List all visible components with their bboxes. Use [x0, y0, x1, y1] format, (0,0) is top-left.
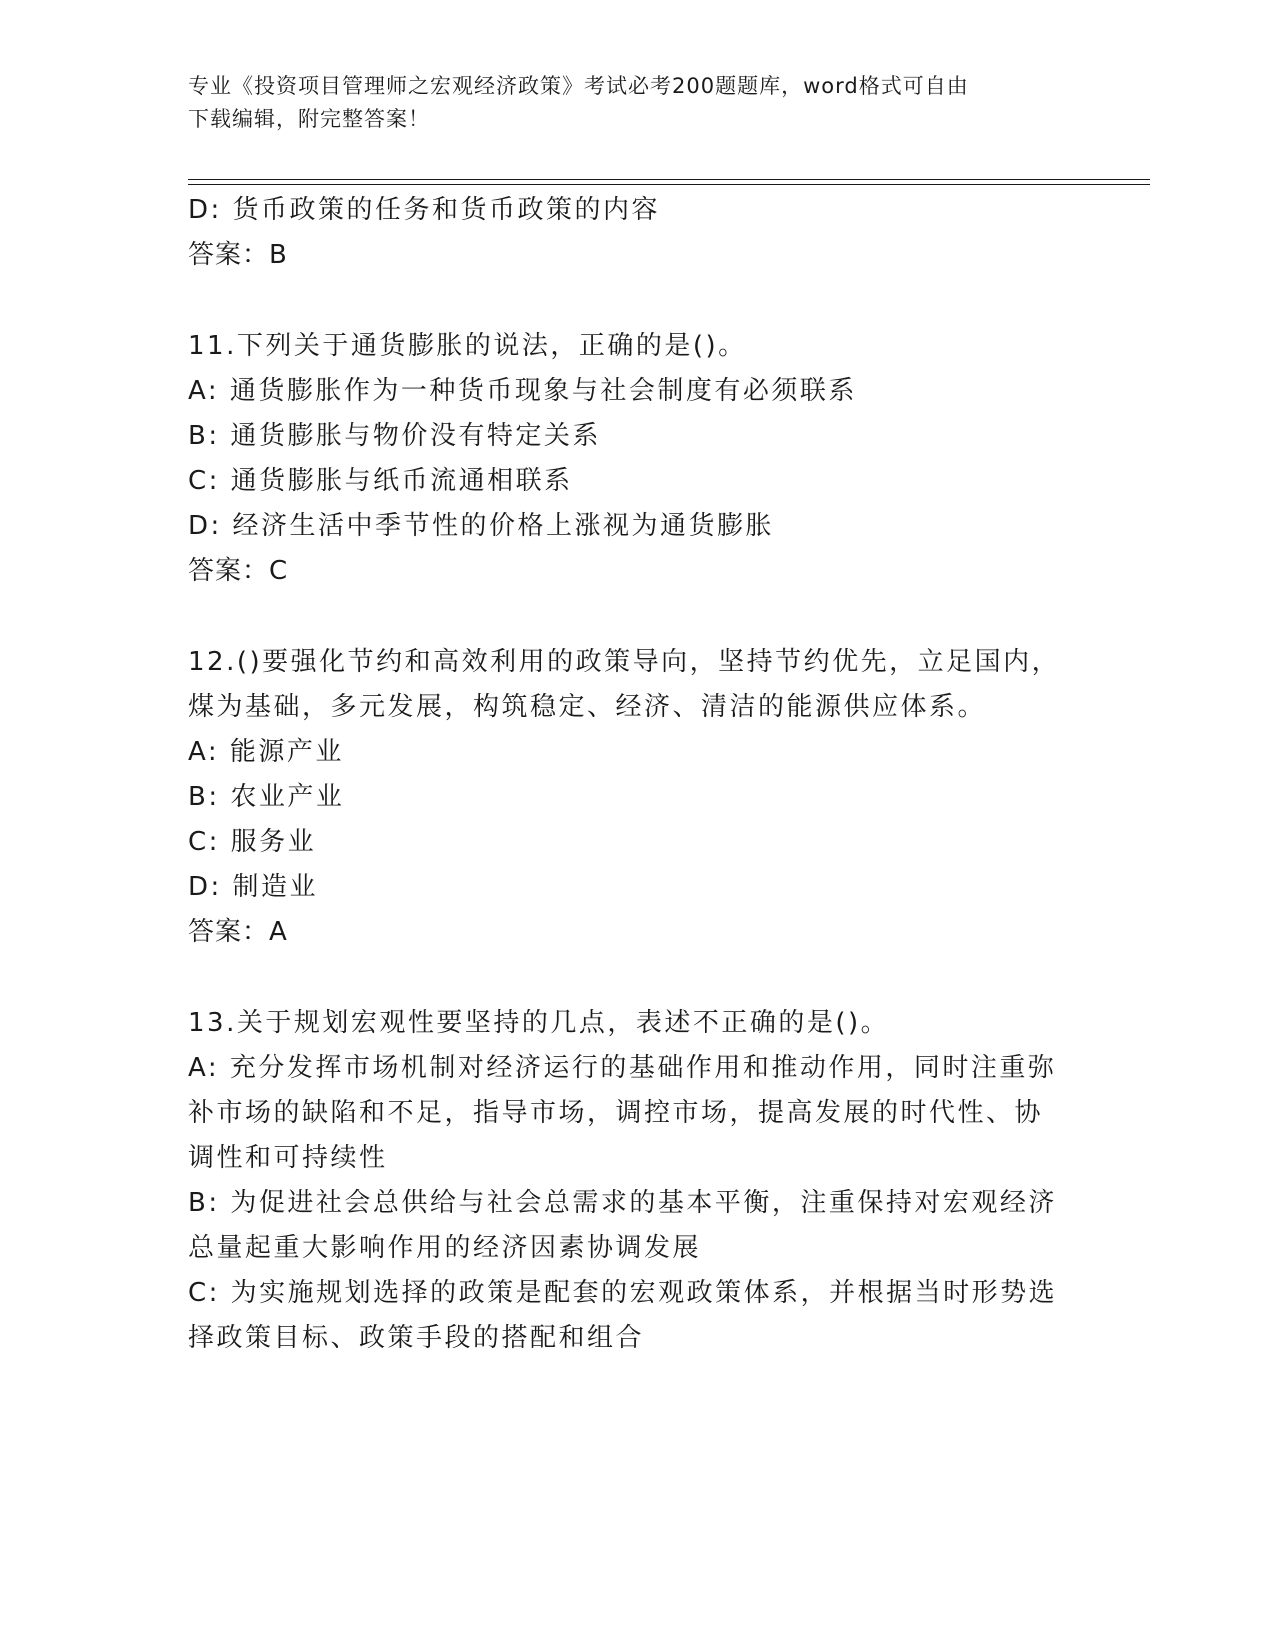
header-line-2: 下载编辑，附完整答案！	[188, 107, 430, 131]
answer-line: 答案：A	[188, 917, 288, 947]
option-a-line-3: 调性和可持续性	[188, 1143, 388, 1173]
option-d: D: 经济生活中季节性的价格上涨视为通货膨胀	[188, 511, 775, 541]
option-c-line-2: 择政策目标、政策手段的搭配和组合	[188, 1323, 645, 1353]
option-a: A: 通货膨胀作为一种货币现象与社会制度有必须联系	[188, 376, 857, 406]
option-b-line-1: B: 为促进社会总供给与社会总需求的基本平衡，注重保持对宏观经济	[188, 1188, 1057, 1218]
question-12	[188, 640, 1088, 955]
spacer	[188, 278, 1088, 324]
answer-line: 答案：B	[188, 240, 288, 270]
option-c: C: 通货膨胀与纸币流通相联系	[188, 466, 573, 496]
question-11	[188, 324, 1088, 594]
header-divider-top	[188, 179, 1150, 180]
question-text: 11.下列关于通货膨胀的说法，正确的是()。	[188, 331, 747, 361]
header-divider-bottom	[188, 184, 1150, 185]
spacer	[188, 955, 1088, 1001]
question-10	[188, 188, 1088, 278]
option-b: B: 农业产业	[188, 782, 345, 812]
document-header	[188, 70, 1088, 136]
option-d: D: 货币政策的任务和货币政策的内容	[188, 195, 661, 225]
header-line-1: 专业《投资项目管理师之宏观经济政策》考试必考200题题库，word格式可自由	[188, 74, 969, 98]
option-a-line-1: A: 充分发挥市场机制对经济运行的基础作用和推动作用，同时注重弥	[188, 1053, 1057, 1083]
option-a-line-2: 补市场的缺陷和不足，指导市场，调控市场，提高发展的时代性、协	[188, 1098, 1044, 1128]
option-a: A: 能源产业	[188, 737, 344, 767]
question-text-line-2: 煤为基础，多元发展，构筑稳定、经济、清洁的能源供应体系。	[188, 692, 987, 722]
answer-line: 答案：C	[188, 556, 289, 586]
option-c: C: 服务业	[188, 827, 317, 857]
option-c-line-1: C: 为实施规划选择的政策是配套的宏观政策体系，并根据当时形势选	[188, 1278, 1058, 1308]
option-d: D: 制造业	[188, 872, 319, 902]
question-list	[188, 188, 1088, 1361]
spacer	[188, 594, 1088, 640]
option-b-line-2: 总量起重大影响作用的经济因素协调发展	[188, 1233, 702, 1263]
option-b: B: 通货膨胀与物价没有特定关系	[188, 421, 601, 451]
question-text-line-1: 12.()要强化节约和高效利用的政策导向，坚持节约优先，立足国内，	[188, 647, 1061, 677]
question-text: 13.关于规划宏观性要坚持的几点，表述不正确的是()。	[188, 1008, 890, 1038]
question-13	[188, 1001, 1088, 1361]
